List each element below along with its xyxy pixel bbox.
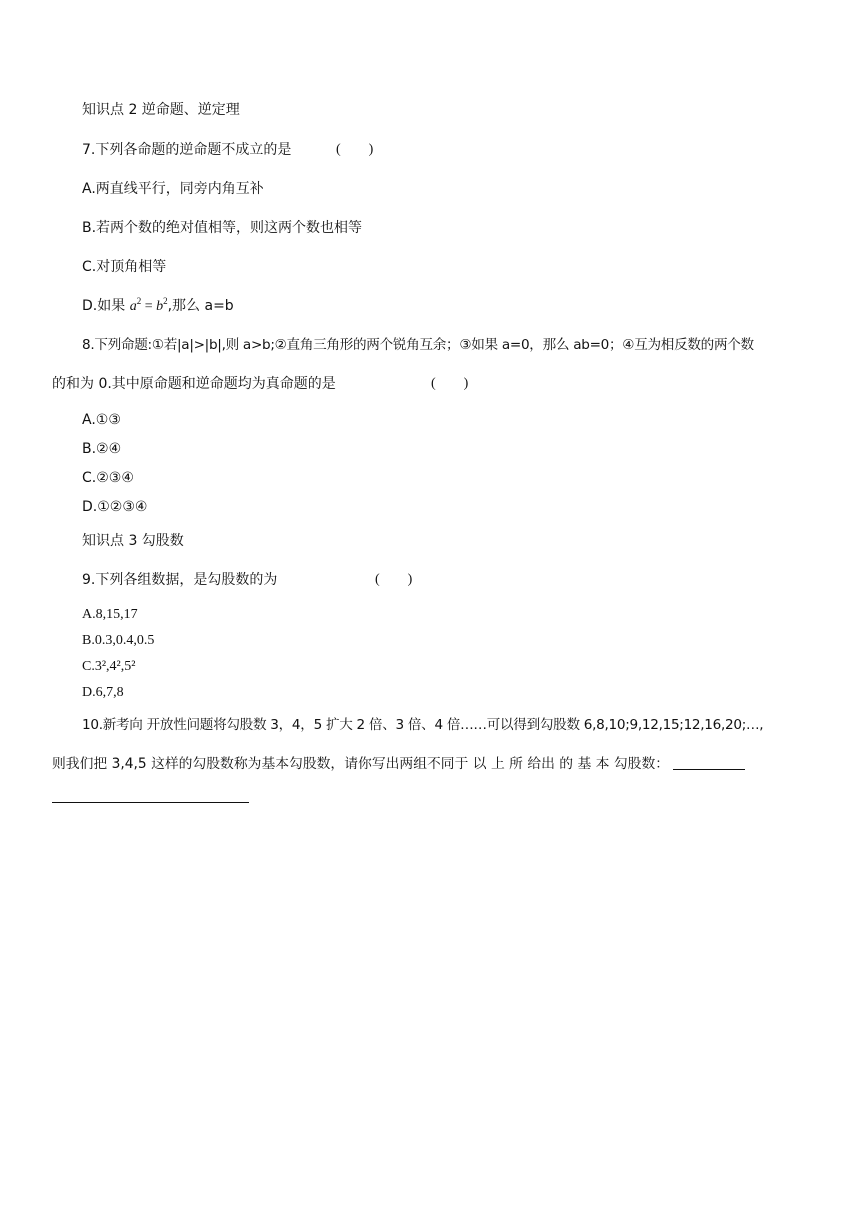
exponent-2: 2 xyxy=(163,296,168,306)
question-9-stem: 9.下列各组数据，是勾股数的为 xyxy=(82,572,278,588)
math-b: b xyxy=(156,299,164,314)
question-8-option-a: A.①③ xyxy=(82,412,121,428)
section-heading-2: 知识点 2 逆命题、逆定理 xyxy=(82,102,240,118)
question-8-line-2: 的和为 0.其中原命题和逆命题均为真命题的是 xyxy=(52,376,336,392)
question-10-line-1: 10.新考向 开放性问题将勾股数 3，4，5 扩大 2 倍、3 倍、4 倍……可以得到勾股数 6,8,10;9,12,15;12,16,20;…, xyxy=(82,717,764,733)
question-7-stem: 7.下列各命题的逆命题不成立的是 xyxy=(82,142,292,158)
answer-blank-inline[interactable] xyxy=(673,755,745,770)
question-9-option-b: B.0.3,0.4,0.5 xyxy=(82,633,155,648)
question-9-option-d: D.6,7,8 xyxy=(82,685,124,700)
question-7-option-b: B.若两个数的绝对值相等，则这两个数也相等 xyxy=(82,220,363,236)
exponent-1: 2 xyxy=(136,296,142,306)
question-7-option-a: A.两直线平行，同旁内角互补 xyxy=(82,181,264,197)
question-7-option-c: C.对顶角相等 xyxy=(82,259,167,275)
option-d-prefix: D.如果 xyxy=(82,298,130,314)
question-8-option-b: B.②④ xyxy=(82,441,122,457)
section-heading-3: 知识点 3 勾股数 xyxy=(82,533,184,549)
answer-blank-line[interactable] xyxy=(52,802,249,803)
question-7-answer-paren: ( ) xyxy=(336,142,374,157)
question-10-line-2-text: 则我们把 3,4,5 这样的勾股数称为基本勾股数，请你写出两组不同于 以 上 所 给出 的 基 本 勾股数： xyxy=(52,756,670,772)
question-7-option-d xyxy=(82,296,234,317)
question-10-line-2 xyxy=(52,754,745,774)
question-8-option-c: C.②③④ xyxy=(82,470,134,486)
equals-sign: = xyxy=(141,299,157,314)
option-d-suffix: ,那么 a=b xyxy=(167,298,234,314)
question-8-option-d: D.①②③④ xyxy=(82,499,148,515)
question-9-option-c: C.3²,4²,5² xyxy=(82,659,136,674)
question-8-answer-paren: ( ) xyxy=(431,376,469,391)
question-9-answer-paren: ( ) xyxy=(375,572,413,587)
question-9-option-a: A.8,15,17 xyxy=(82,607,138,622)
math-a: a xyxy=(129,299,137,314)
question-8-line-1: 8.下列命题:①若|a|>|b|,则 a>b;②直角三角形的两个锐角互余；③如果 a=0，那么 ab=0；④互为相反数的两个数 xyxy=(82,337,754,353)
